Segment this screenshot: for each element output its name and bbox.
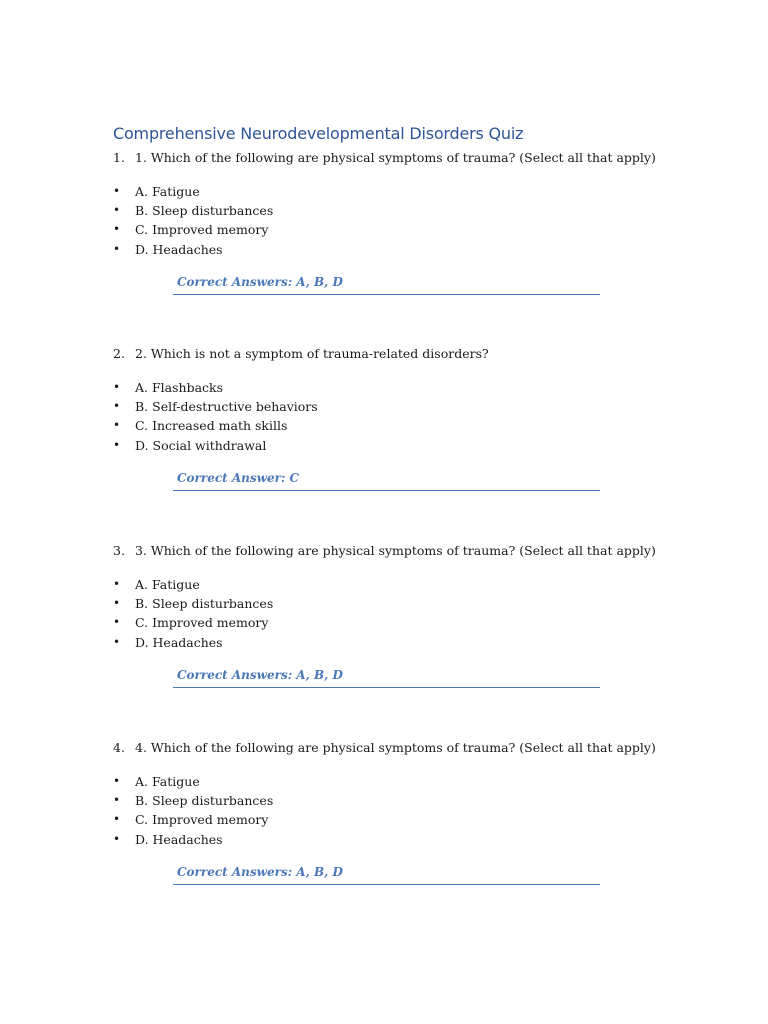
option-label: A. Fatigue: [135, 774, 200, 789]
option-label: D. Headaches: [135, 634, 223, 650]
question-text: 1. Which of the following are physical symptoms of trauma? (Select all that apply): [135, 150, 656, 165]
question-text: 4. Which of the following are physical symptoms of trauma? (Select all that apply): [135, 740, 656, 755]
page-title: Comprehensive Neurodevelopmental Disorders Quiz: [113, 124, 524, 143]
question-number: 3.: [113, 543, 125, 558]
option-label: D. Social withdrawal: [135, 437, 267, 453]
bullet-icon: •: [113, 812, 121, 827]
option-item: [113, 182, 673, 201]
option-item: [113, 240, 673, 259]
option-label: B. Sleep disturbances: [135, 793, 274, 809]
option-label: B. Sleep disturbances: [135, 203, 274, 219]
question-number: 2.: [113, 346, 125, 361]
option-item: [113, 201, 673, 220]
bullet-icon: •: [113, 793, 121, 808]
option-label: B. Sleep disturbances: [135, 596, 274, 612]
question-stem: [113, 740, 673, 756]
option-item: [113, 633, 673, 652]
question-stem: [113, 543, 673, 559]
option-item: [113, 613, 673, 632]
correct-answer: Correct Answers: A, B, D: [173, 275, 600, 295]
bullet-icon: •: [113, 203, 121, 218]
option-item: [113, 791, 673, 810]
question-1: [113, 150, 673, 295]
options-list: [113, 182, 673, 259]
question-number: 4.: [113, 740, 125, 755]
option-label: A. Flashbacks: [135, 380, 224, 395]
option-item: [113, 378, 673, 397]
bullet-icon: •: [113, 241, 121, 256]
question-number: 1.: [113, 150, 125, 165]
option-label: D. Headaches: [135, 831, 223, 847]
question-4: [113, 740, 673, 885]
bullet-icon: •: [113, 399, 121, 414]
question-3: [113, 543, 673, 688]
question-2: [113, 346, 673, 491]
option-item: [113, 830, 673, 849]
option-item: [113, 220, 673, 239]
bullet-icon: •: [113, 634, 121, 649]
option-item: [113, 810, 673, 829]
option-label: C. Improved memory: [135, 615, 269, 631]
option-label: C. Improved memory: [135, 812, 269, 828]
option-item: [113, 772, 673, 791]
bullet-icon: •: [113, 774, 121, 788]
option-item: [113, 594, 673, 613]
correct-answer: Correct Answers: A, B, D: [173, 865, 600, 885]
bullet-icon: •: [113, 615, 121, 630]
bullet-icon: •: [113, 380, 121, 394]
options-list: [113, 378, 673, 455]
bullet-icon: •: [113, 831, 121, 846]
option-item: [113, 416, 673, 435]
options-list: [113, 575, 673, 652]
question-stem: [113, 346, 673, 362]
option-label: C. Increased math skills: [135, 418, 288, 434]
question-text: 2. Which is not a symptom of trauma-related disorders?: [135, 346, 489, 361]
option-label: B. Self-destructive behaviors: [135, 399, 318, 415]
option-item: [113, 397, 673, 416]
bullet-icon: •: [113, 418, 121, 433]
bullet-icon: •: [113, 184, 121, 198]
bullet-icon: •: [113, 222, 121, 237]
option-label: A. Fatigue: [135, 184, 200, 199]
option-label: D. Headaches: [135, 241, 223, 257]
option-item: [113, 436, 673, 455]
question-text: 3. Which of the following are physical symptoms of trauma? (Select all that apply): [135, 543, 656, 558]
option-label: A. Fatigue: [135, 577, 200, 592]
correct-answer: Correct Answer: C: [173, 471, 600, 491]
option-label: C. Improved memory: [135, 222, 269, 238]
bullet-icon: •: [113, 596, 121, 611]
option-item: [113, 575, 673, 594]
correct-answer: Correct Answers: A, B, D: [173, 668, 600, 688]
bullet-icon: •: [113, 437, 121, 452]
options-list: [113, 772, 673, 849]
question-stem: [113, 150, 673, 166]
bullet-icon: •: [113, 577, 121, 591]
